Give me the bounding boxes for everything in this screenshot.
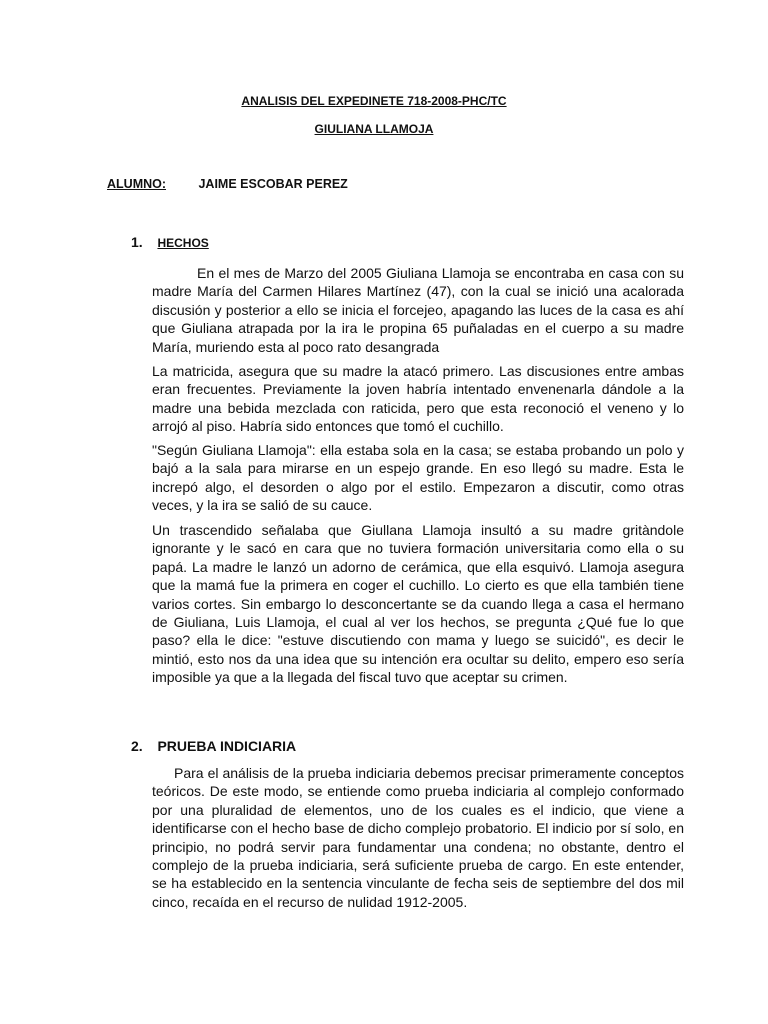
section-title: HECHOS [157,236,209,250]
student-name: JAIME ESCOBAR PEREZ [198,177,348,191]
paragraph: En el mes de Marzo del 2005 Giuliana Llamoja se encontraba en casa con su madre María del Carmen Hilares Martínez (47), con la cual se inició una acalorada discusión y posterior a ello se inicia el forcejeo, apagando las luces de la casa es ahí que Giuliana atrapada por la ira le propina 65 puñaladas en el cuerpo a su madre María, muriendo esta al poco rato desangrada [152,265,684,355]
section-number: 1. [131,234,143,250]
section-heading-prueba-indiciaria [131,738,296,756]
paragraph: "Según Giuliana Llamoja": ella estaba sola en la casa; se estaba probando un polo y bajó a la sala para mirarse en un espejo grande. En eso llegó su madre. Esta le increpó algo, el desorden o algo por el estilo. Empezaron a discutir, como otras veces, y la ira se salió de su cauce. [152,442,684,514]
section-title: PRUEBA INDICIARIA [157,738,297,754]
document-subtitle: GIULIANA LLAMOJA [314,122,434,136]
section-heading-hechos [131,234,209,252]
student-line [107,177,348,191]
section-number: 2. [131,738,143,754]
paragraph: Para el análisis de la prueba indiciaria debemos precisar primeramente conceptos teóricos. De este modo, se entiende como prueba indiciaria al complejo conformado por una pluralidad de elementos, uno de los cuales es el indicio, que viene a identificarse con el hecho base de dicho complejo probatorio. El indicio por sí solo, en principio, no podrá servir para fundamentar una condena; no obstante, dentro el complejo de la prueba indiciaria, será suficiente prueba de cargo. En este entender, se ha establecido en la sentencia vinculante de fecha seis de septiembre del dos mil cinco, recaída en el recurso de nulidad 1912-2005. [152,765,684,910]
document-title: ANALISIS DEL EXPEDINETE 718-2008-PHC/TC [241,94,507,108]
paragraph: Un trascendido señalaba que Giullana Llamoja insultó a su madre gritàndole ignorante y le sacó en cara que no tuviera formación universitaria como ella o su papá. La madre le lanzó un adorno de cerámica, que ella esquivó. Llamoja asegura que la mamá fue la primera en coger el cuchillo. Lo cierto es que ella también tiene varios cortes. Sin embargo lo desconcertante se da cuando llega a casa el hermano de Giuliana, Luis Llamoja, el cual al ver los hechos, se pregunta ¿Qué fue lo que paso? ella le dice: "estuve discutiendo con mama y luego se suicidó", es decir le mintió, esto nos da una idea que su intención era ocultar su delito, empero eso sería imposible ya que a la llegada del fiscal tuvo que aceptar su crimen. [152,522,684,686]
paragraph: La matricida, asegura que su madre la atacó primero. Las discusiones entre ambas eran frecuentes. Previamente la joven habría intentado envenenarla dándole a la madre una bebida mezclada con raticida, pero que esta reconoció el veneno y lo arrojó al piso. Habría sido entonces que tomó el cuchillo. [152,363,684,435]
student-label: ALUMNO: [107,177,167,191]
